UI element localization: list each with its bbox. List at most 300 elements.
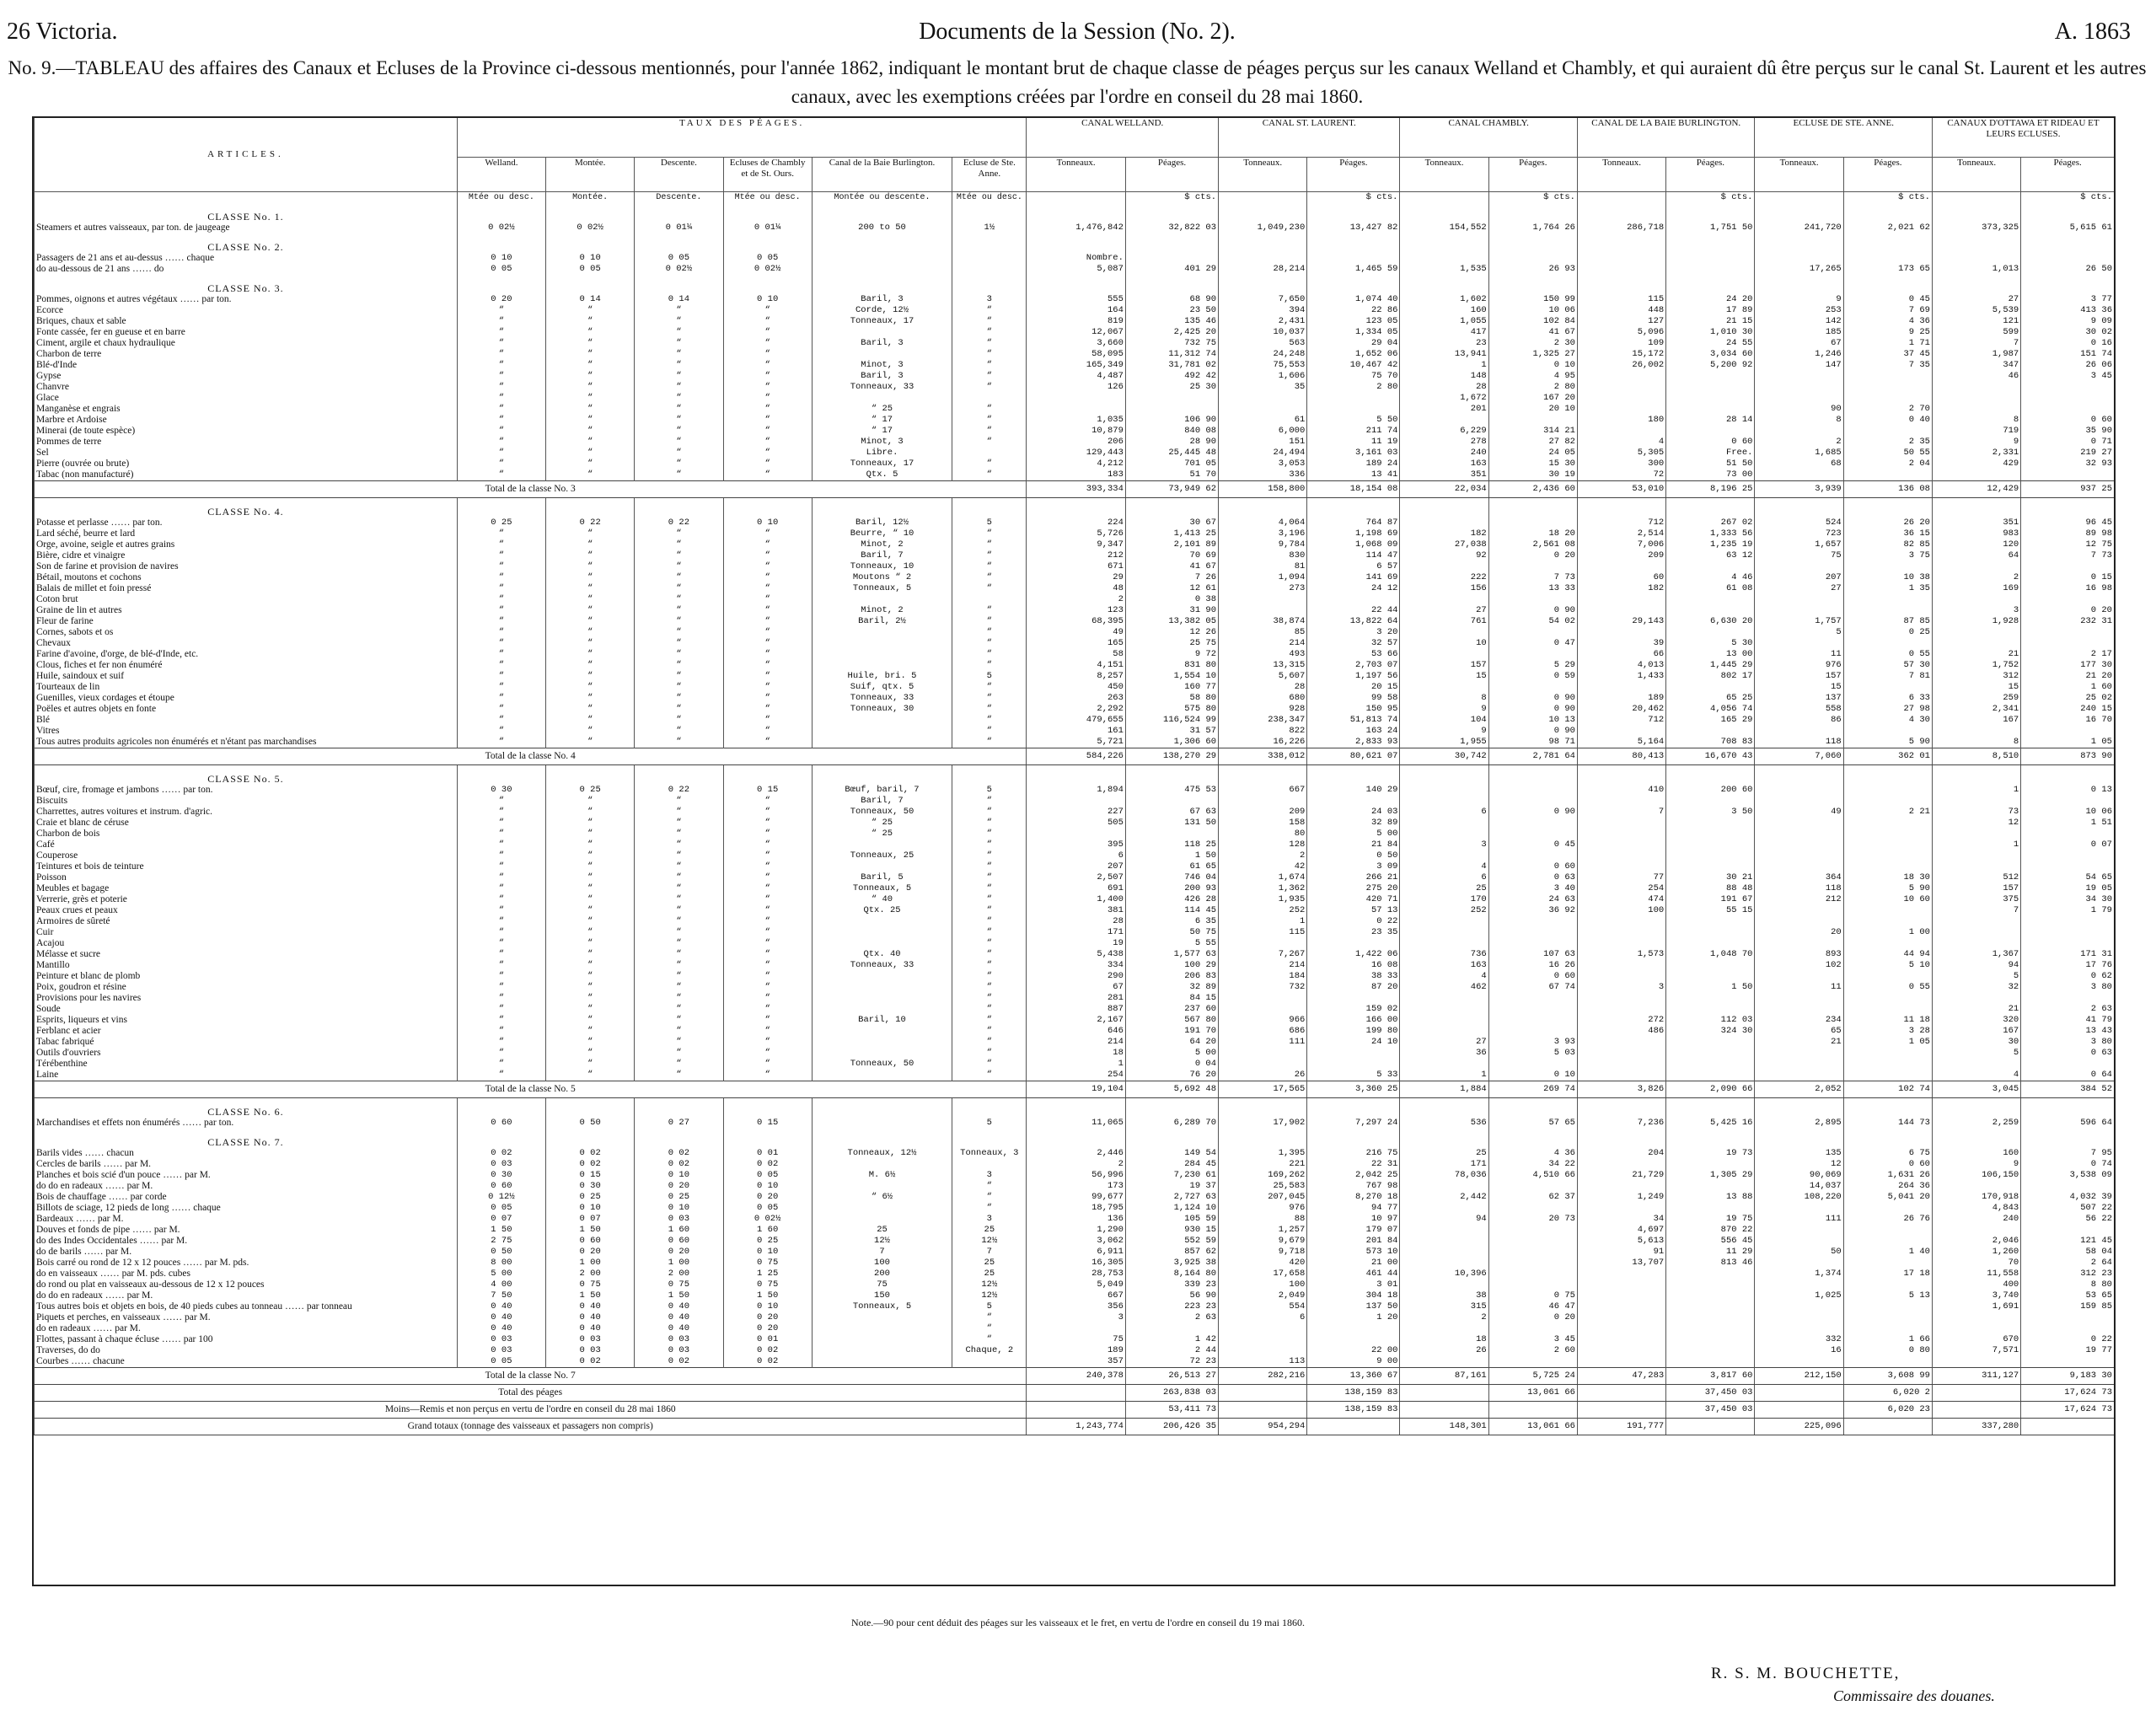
tonnage xyxy=(1400,1004,1488,1015)
toll-amount xyxy=(2021,850,2114,861)
toll-rate: “ xyxy=(546,539,635,550)
tonnage: 156 xyxy=(1400,583,1488,594)
tonnage xyxy=(1577,426,1665,437)
tonnage: 66 xyxy=(1577,649,1665,660)
toll-amount xyxy=(2021,861,2114,872)
toll-rate: “ xyxy=(723,883,812,894)
table-row xyxy=(35,726,2115,737)
toll-rate: “ xyxy=(546,1059,635,1070)
tonnage: 10,037 xyxy=(1219,327,1307,338)
tonnage: 28,753 xyxy=(1027,1269,1125,1279)
tonnage xyxy=(1932,938,2020,949)
tonnage xyxy=(1755,469,1843,481)
toll-amount xyxy=(1666,916,1755,927)
toll-amount xyxy=(1843,426,1932,437)
blank xyxy=(1488,233,1577,253)
tonnage: 712 xyxy=(1577,518,1665,528)
tonnage: 61 xyxy=(1219,415,1307,426)
toll-rate: “ xyxy=(952,327,1027,338)
toll-rate: “ xyxy=(635,1026,723,1037)
toll-rate: “ xyxy=(952,796,1027,807)
toll-amount: 1,631 26 xyxy=(1843,1170,1932,1181)
toll-amount xyxy=(1488,927,1577,938)
tonnage xyxy=(1400,993,1488,1004)
table-row xyxy=(35,682,2115,693)
toll-amount: 7 95 xyxy=(2021,1148,2114,1159)
toll-amount xyxy=(1666,1312,1755,1323)
toll-rate: Baril, 7 xyxy=(812,796,952,807)
toll-rate: “ xyxy=(952,638,1027,649)
toll-amount xyxy=(1666,426,1755,437)
toll-amount: 24 03 xyxy=(1307,807,1400,818)
toll-rate: “ xyxy=(635,649,723,660)
blank xyxy=(1125,233,1218,253)
toll-rate: “ xyxy=(952,715,1027,726)
toll-rate xyxy=(812,1323,952,1334)
toll-rate: 1 00 xyxy=(546,1258,635,1269)
toll-amount xyxy=(1307,1334,1400,1345)
toll-amount: 3 93 xyxy=(1488,1037,1577,1048)
tonnage: 1,055 xyxy=(1400,316,1488,327)
toll-amount: 135 46 xyxy=(1125,316,1218,327)
table-row xyxy=(35,894,2115,905)
toll-rate: “ xyxy=(635,993,723,1004)
total-row xyxy=(35,1419,2115,1435)
toll-amount: 0 55 xyxy=(1843,982,1932,993)
toll-amount: 0 20 xyxy=(2021,605,2114,616)
toll-rate: 0 07 xyxy=(546,1214,635,1225)
rate-unit: Montée. xyxy=(546,192,635,204)
tonnage: 120 xyxy=(1932,539,2020,550)
tonnage xyxy=(1577,840,1665,850)
blank xyxy=(952,233,1027,253)
tonnage: 67 xyxy=(1027,982,1125,993)
tonnage: 278 xyxy=(1400,437,1488,448)
toll-rate: “ xyxy=(723,605,812,616)
toll-amount xyxy=(2021,1312,2114,1323)
toll-amount xyxy=(1666,938,1755,949)
tonnage: 300 xyxy=(1577,459,1665,469)
tonnage xyxy=(1400,1247,1488,1258)
toll-rate: “ xyxy=(635,459,723,469)
tonnage xyxy=(1755,393,1843,404)
tonnage xyxy=(1755,861,1843,872)
toll-amount: 24 10 xyxy=(1307,1037,1400,1048)
tonnage: 12 xyxy=(1755,1159,1843,1170)
toll-amount: 1 51 xyxy=(2021,818,2114,829)
toll-rate xyxy=(812,1004,952,1015)
table-row xyxy=(35,1290,2115,1301)
tonnage: 667 xyxy=(1219,785,1307,796)
toll-rate: “ xyxy=(457,1004,545,1015)
toll-rate xyxy=(812,1181,952,1192)
toll-rate: Tonneaux, 5 xyxy=(812,883,952,894)
tonnage: 21,729 xyxy=(1577,1170,1665,1181)
toll-rate: “ xyxy=(457,627,545,638)
toll-amount xyxy=(1843,469,1932,481)
tonnage xyxy=(1219,1334,1307,1345)
tonnage: 65 xyxy=(1755,1026,1843,1037)
toll-rate: 0 60 xyxy=(457,1118,545,1129)
toll-rate: “ xyxy=(546,704,635,715)
toll-amount: 1,198 69 xyxy=(1307,528,1400,539)
tonnage: 3 xyxy=(1577,982,1665,993)
total-amount: 873 90 xyxy=(2021,748,2114,765)
tonnage: 3,053 xyxy=(1219,459,1307,469)
toll-amount xyxy=(2021,829,2114,840)
toll-amount: 89 98 xyxy=(2021,528,2114,539)
tonnage: 185 xyxy=(1755,327,1843,338)
toll-rate: “ xyxy=(457,382,545,393)
currency-unit: $ cts. xyxy=(1307,192,1400,204)
blank xyxy=(457,275,545,294)
toll-amount: 179 07 xyxy=(1307,1225,1400,1236)
col-ecluse-ste-anne: ECLUSE DE STE. ANNE. xyxy=(1755,118,1933,158)
tonnage xyxy=(1932,726,2020,737)
toll-amount: 19 75 xyxy=(1666,1214,1755,1225)
toll-amount xyxy=(1666,818,1755,829)
toll-rate: Minot, 2 xyxy=(812,539,952,550)
toll-rate: 1 60 xyxy=(635,1225,723,1236)
table-row xyxy=(35,1004,2115,1015)
toll-amount: 7 26 xyxy=(1125,572,1218,583)
tonnage xyxy=(1577,382,1665,393)
toll-amount: 29 04 xyxy=(1307,338,1400,349)
toll-amount: 36 15 xyxy=(1843,528,1932,539)
tonnage: 2,331 xyxy=(1932,448,2020,459)
tonnage xyxy=(1755,785,1843,796)
toll-rate: Suif, qtx. 5 xyxy=(812,682,952,693)
tonnage xyxy=(1932,1356,2020,1368)
tonnage: 1,928 xyxy=(1932,616,2020,627)
toll-amount: 264 36 xyxy=(1843,1181,1932,1192)
table-row xyxy=(35,1258,2115,1269)
table-row xyxy=(35,223,2115,233)
toll-rate: “ xyxy=(457,1026,545,1037)
col-rate-baie-burlington: Canal de la Baie Burlington. xyxy=(812,158,952,192)
toll-rate: 0 60 xyxy=(546,1236,635,1247)
total-tonnage xyxy=(1027,1385,1125,1402)
toll-rate xyxy=(812,726,952,737)
toll-amount: 5,200 92 xyxy=(1666,360,1755,371)
tonnage: 3 xyxy=(1932,605,2020,616)
toll-amount: 7,297 24 xyxy=(1307,1118,1400,1129)
tonnage xyxy=(1400,1279,1488,1290)
toll-rate: 0 40 xyxy=(635,1301,723,1312)
tonnage: 6,911 xyxy=(1027,1247,1125,1258)
toll-rate: “ xyxy=(546,627,635,638)
toll-amount xyxy=(1488,518,1577,528)
tonnage: 28 xyxy=(1027,916,1125,927)
toll-amount xyxy=(2021,726,2114,737)
tonnage: 129,443 xyxy=(1027,448,1125,459)
rate-unit: Descente. xyxy=(635,192,723,204)
toll-amount: 339 23 xyxy=(1125,1279,1218,1290)
toll-amount: 25 30 xyxy=(1125,382,1218,393)
toll-rate: “ xyxy=(723,704,812,715)
tonnage xyxy=(1932,993,2020,1004)
toll-amount: 732 75 xyxy=(1125,338,1218,349)
toll-amount: 1,325 27 xyxy=(1488,349,1577,360)
toll-rate: 0 01 xyxy=(723,1334,812,1345)
toll-rate: “ xyxy=(635,850,723,861)
tonnage xyxy=(1219,404,1307,415)
table-row xyxy=(35,927,2115,938)
toll-rate: “ xyxy=(952,982,1027,993)
table-row xyxy=(35,1334,2115,1345)
toll-amount: 159 02 xyxy=(1307,1004,1400,1015)
toll-rate: “ 25 xyxy=(812,829,952,840)
tonnage: 670 xyxy=(1932,1334,2020,1345)
article-name: Vitres xyxy=(35,726,458,737)
tonnage: 49 xyxy=(1755,807,1843,818)
toll-rate: Tonneaux, 3 xyxy=(952,1148,1027,1159)
total-amount: 17,624 73 xyxy=(2021,1402,2114,1419)
toll-rate: “ xyxy=(635,660,723,671)
tonnage xyxy=(1755,1279,1843,1290)
blank xyxy=(812,1098,952,1118)
article-name: Fonte cassée, fer en gueuse et en barre xyxy=(35,327,458,338)
article-name: Outils d'ouvriers xyxy=(35,1048,458,1059)
toll-rate: “ xyxy=(723,1026,812,1037)
toll-rate: 5 xyxy=(952,671,1027,682)
toll-amount: 13 41 xyxy=(1307,469,1400,481)
toll-rate: 8 00 xyxy=(457,1258,545,1269)
tonnage: 9,784 xyxy=(1219,539,1307,550)
toll-amount: 84 15 xyxy=(1125,993,1218,1004)
col-rate-ste-anne: Ecluse de Ste. Anne. xyxy=(952,158,1027,192)
tonnage: 224 xyxy=(1027,518,1125,528)
tonnage: 680 xyxy=(1219,693,1307,704)
toll-amount: 41 67 xyxy=(1488,327,1577,338)
table-row xyxy=(35,528,2115,539)
tonnage: 15 xyxy=(1932,682,2020,693)
toll-rate: 0 05 xyxy=(723,253,812,264)
article-name: Briques, chaux et sable xyxy=(35,316,458,327)
tonnage: 161 xyxy=(1027,726,1125,737)
total-label: Total de la classe No. 5 xyxy=(35,1081,1027,1098)
tonnage xyxy=(1400,415,1488,426)
toll-rate: Moutons “ 2 xyxy=(812,572,952,583)
table-row xyxy=(35,1301,2115,1312)
toll-rate: “ xyxy=(952,539,1027,550)
article-name: Pommes de terre xyxy=(35,437,458,448)
toll-amount: 30 21 xyxy=(1666,872,1755,883)
toll-amount: 26 20 xyxy=(1843,518,1932,528)
toll-amount: 2 63 xyxy=(2021,1004,2114,1015)
toll-amount xyxy=(1666,561,1755,572)
toll-rate: 3 xyxy=(952,294,1027,305)
toll-amount xyxy=(1666,840,1755,850)
toll-amount: 3 80 xyxy=(2021,982,2114,993)
toll-amount: 426 28 xyxy=(1125,894,1218,905)
tonnage xyxy=(1932,404,2020,415)
blank xyxy=(1755,275,1843,294)
toll-amount: 11,312 74 xyxy=(1125,349,1218,360)
tonnage xyxy=(1577,938,1665,949)
toll-amount: 137 50 xyxy=(1307,1301,1400,1312)
tonnage: 822 xyxy=(1219,726,1307,737)
toll-rate: “ xyxy=(723,737,812,748)
tonnage: 761 xyxy=(1400,616,1488,627)
toll-amount xyxy=(2021,1181,2114,1192)
toll-amount xyxy=(1307,1323,1400,1334)
toll-rate: “ xyxy=(635,437,723,448)
toll-rate: “ xyxy=(457,1037,545,1048)
total-amount: 3,817 60 xyxy=(1666,1368,1755,1385)
blank xyxy=(2021,1129,2114,1148)
tonnage: 170,918 xyxy=(1932,1192,2020,1203)
table-row xyxy=(35,1356,2115,1368)
toll-amount: 10 97 xyxy=(1307,1214,1400,1225)
article-name: do do en radeaux …… par M. xyxy=(35,1181,458,1192)
tonnage: 336 xyxy=(1219,469,1307,481)
toll-rate: 0 02½ xyxy=(546,223,635,233)
toll-amount: 3 80 xyxy=(2021,1037,2114,1048)
toll-rate: “ xyxy=(635,1015,723,1026)
table-row xyxy=(35,1170,2115,1181)
total-amount: 6,020 23 xyxy=(1843,1402,1932,1419)
session-label: 26 Victoria. xyxy=(7,19,118,45)
toll-rate: “ xyxy=(546,572,635,583)
class-heading-row xyxy=(35,498,2115,518)
toll-rate xyxy=(812,982,952,993)
article-name: Mantillo xyxy=(35,960,458,971)
toll-amount: 764 87 xyxy=(1307,518,1400,528)
article-name: Sel xyxy=(35,448,458,459)
total-amount: 5,692 48 xyxy=(1125,1081,1218,1098)
toll-rate: M. 6½ xyxy=(812,1170,952,1181)
toll-rate: Minot, 2 xyxy=(812,605,952,616)
table-row xyxy=(35,253,2115,264)
toll-rate: 0 30 xyxy=(457,785,545,796)
toll-rate: 0 02 xyxy=(635,1356,723,1368)
toll-rate: 25 xyxy=(952,1225,1027,1236)
tonnage: 180 xyxy=(1577,415,1665,426)
blank xyxy=(1219,233,1307,253)
tonnage: 1 xyxy=(1400,1070,1488,1081)
toll-rate: 1 60 xyxy=(723,1225,812,1236)
toll-rate: 0 20 xyxy=(723,1323,812,1334)
tonnage: 9,347 xyxy=(1027,539,1125,550)
tonnage: 254 xyxy=(1577,883,1665,894)
toll-rate: 0 10 xyxy=(723,1181,812,1192)
article-name: Farine d'avoine, d'orge, de blé-d'Inde, etc. xyxy=(35,649,458,660)
toll-amount xyxy=(1488,1203,1577,1214)
toll-rate: “ xyxy=(546,829,635,840)
tonnage xyxy=(1027,393,1125,404)
toll-rate: “ xyxy=(952,726,1027,737)
table-row xyxy=(35,1214,2115,1225)
toll-amount: 98 71 xyxy=(1488,737,1577,748)
toll-rate: “ xyxy=(546,818,635,829)
toll-amount: 82 85 xyxy=(1843,539,1932,550)
toll-rate: 0 40 xyxy=(457,1301,545,1312)
tonnage: 966 xyxy=(1219,1015,1307,1026)
toll-rate xyxy=(812,627,952,638)
toll-amount: 17 89 xyxy=(1666,305,1755,316)
toll-rate: “ xyxy=(457,393,545,404)
col-tonneaux: Tonneaux. xyxy=(1219,158,1307,192)
tonnage: 512 xyxy=(1932,872,2020,883)
toll-rate: “ xyxy=(723,338,812,349)
toll-amount: 275 20 xyxy=(1307,883,1400,894)
toll-rate: 0 03 xyxy=(546,1345,635,1356)
total-tonnage xyxy=(1027,1402,1125,1419)
article-name: Ciment, argile et chaux hydraulique xyxy=(35,338,458,349)
tonnage: 4 xyxy=(1400,861,1488,872)
tonnage xyxy=(1219,605,1307,616)
blank xyxy=(723,203,812,223)
tonnage: 2,049 xyxy=(1219,1290,1307,1301)
blank xyxy=(635,1098,723,1118)
toll-amount: 3 01 xyxy=(1307,1279,1400,1290)
tonnage: 111 xyxy=(1219,1037,1307,1048)
toll-rate: “ xyxy=(457,927,545,938)
toll-rate: “ xyxy=(546,404,635,415)
toll-amount: 6,289 70 xyxy=(1125,1118,1218,1129)
table-row xyxy=(35,616,2115,627)
table-row xyxy=(35,518,2115,528)
class-heading: CLASSE No. 5. xyxy=(35,765,458,786)
tonnage: 6 xyxy=(1400,807,1488,818)
tonnage: 9 xyxy=(1755,294,1843,305)
tonnage: 99,677 xyxy=(1027,1192,1125,1203)
toll-amount: 25,445 48 xyxy=(1125,448,1218,459)
blank xyxy=(1027,765,1125,786)
toll-rate: “ xyxy=(546,850,635,861)
toll-rate: “ xyxy=(723,305,812,316)
toll-rate: “ xyxy=(635,1048,723,1059)
article-name: Steamers et autres vaisseaux, par ton. de jaugeage xyxy=(35,223,458,233)
toll-rate: “ xyxy=(546,905,635,916)
tonnage: 29,143 xyxy=(1577,616,1665,627)
tonnage: 27 xyxy=(1400,605,1488,616)
toll-rate: “ xyxy=(546,971,635,982)
toll-amount: 62 37 xyxy=(1488,1192,1577,1203)
total-amount: 8,196 25 xyxy=(1666,481,1755,498)
tonnage: 887 xyxy=(1027,1004,1125,1015)
toll-amount xyxy=(2021,253,2114,264)
tonnage: 2,431 xyxy=(1219,316,1307,327)
tonnage: 9,718 xyxy=(1219,1247,1307,1258)
toll-amount: 34 22 xyxy=(1488,1159,1577,1170)
toll-amount: 2 04 xyxy=(1843,459,1932,469)
toll-rate: “ xyxy=(635,883,723,894)
tonnage xyxy=(1027,404,1125,415)
toll-amount: 27 98 xyxy=(1843,704,1932,715)
toll-amount: 9 25 xyxy=(1843,327,1932,338)
total-amount: 37,450 03 xyxy=(1666,1402,1755,1419)
tonnage: 234 xyxy=(1755,1015,1843,1026)
col-peages: Péages. xyxy=(2021,158,2114,192)
toll-amount xyxy=(1666,1070,1755,1081)
article-name: Bétail, moutons et cochons xyxy=(35,572,458,583)
toll-amount: 857 62 xyxy=(1125,1247,1218,1258)
toll-rate: 0 60 xyxy=(457,1181,545,1192)
toll-rate: “ xyxy=(546,437,635,448)
toll-amount: 144 73 xyxy=(1843,1118,1932,1129)
tonnage xyxy=(1755,605,1843,616)
toll-rate: “ xyxy=(635,1059,723,1070)
toll-amount: 2 44 xyxy=(1125,1345,1218,1356)
toll-rate: 0 03 xyxy=(635,1214,723,1225)
toll-rate: “ 25 xyxy=(812,404,952,415)
total-amount: 2,436 60 xyxy=(1488,481,1577,498)
tonnage: 1,374 xyxy=(1755,1269,1843,1279)
toll-amount xyxy=(1666,1203,1755,1214)
tonnage: 1 xyxy=(1932,785,2020,796)
